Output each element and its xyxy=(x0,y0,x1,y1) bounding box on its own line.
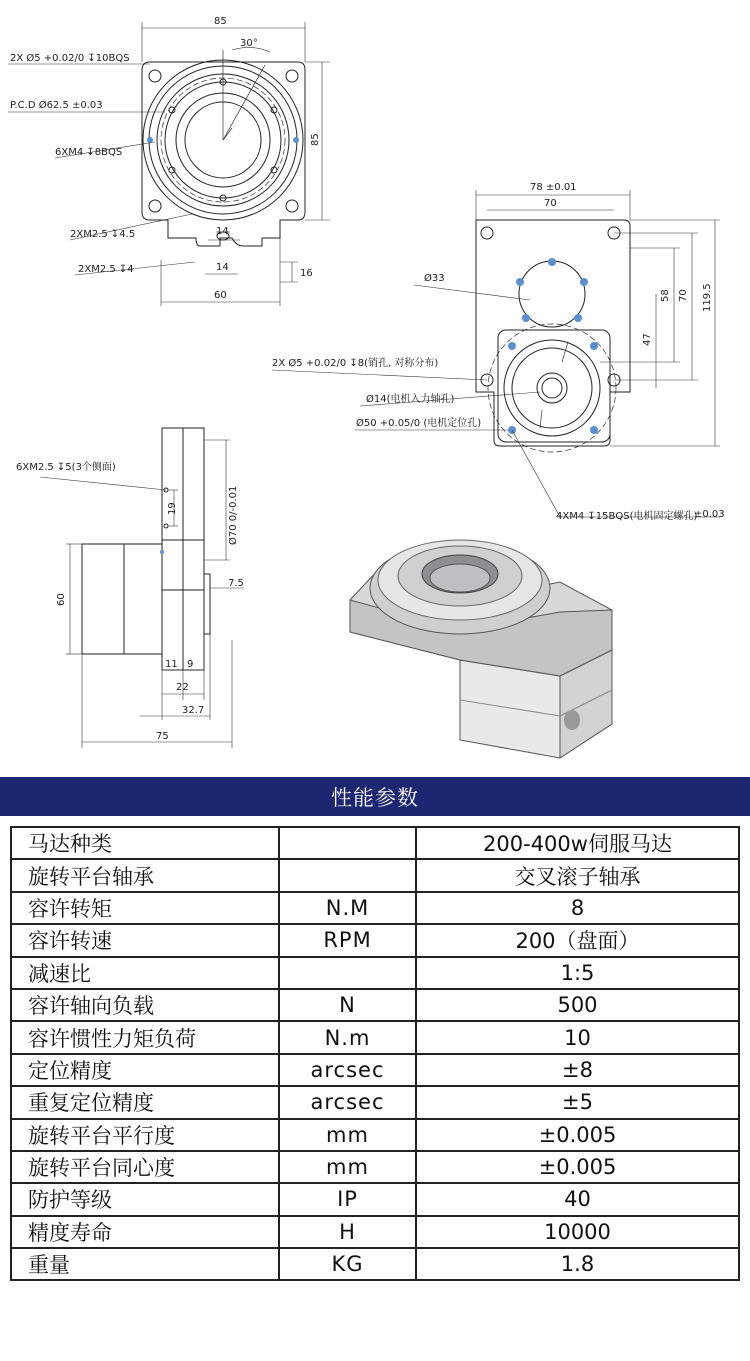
spec-banner xyxy=(0,777,750,816)
value-cell: 1.8 xyxy=(416,1248,739,1280)
value-cell: ±0.005 xyxy=(416,1119,739,1151)
unit-cell: KG xyxy=(279,1248,416,1280)
unit-cell: N.m xyxy=(279,1021,416,1053)
param-cell: 精度寿命 xyxy=(11,1216,279,1248)
callout-locating-hole: Ø50 +0.05/0 (电机定位孔) xyxy=(356,418,482,429)
callout-2xm25-45: 2XM2.5 ↧4.5 xyxy=(70,229,136,240)
table-row xyxy=(11,989,739,1021)
value-cell: 10 xyxy=(416,1021,739,1053)
value-cell: 500 xyxy=(416,989,739,1021)
unit-cell xyxy=(279,859,416,891)
param-cell: 容许惯性力矩负荷 xyxy=(11,1021,279,1053)
table-row xyxy=(11,892,739,924)
table-row xyxy=(11,827,739,859)
param-cell: 旋转平台平行度 xyxy=(11,1119,279,1151)
dim-angle-30: 30° xyxy=(240,38,258,49)
value-cell: 40 xyxy=(416,1183,739,1215)
unit-cell: IP xyxy=(279,1183,416,1215)
dim-119-5: 119.5 xyxy=(702,283,713,312)
param-cell: 防护等级 xyxy=(11,1183,279,1215)
param-cell: 马达种类 xyxy=(11,827,279,859)
table-row xyxy=(11,1054,739,1086)
callout-2x-phi5: 2X Ø5 +0.02/0 ↧10BQS xyxy=(10,53,130,64)
value-cell: 1:5 xyxy=(416,957,739,989)
dim-75: 75 xyxy=(156,731,169,742)
param-cell: 容许转矩 xyxy=(11,892,279,924)
top-view xyxy=(8,16,330,306)
callout-6xm25: 6XM2.5 ↧5(3个侧面) xyxy=(16,462,116,473)
dim-78: 78 ±0.01 xyxy=(530,182,577,193)
param-cell: 减速比 xyxy=(11,957,279,989)
callout-input-shaft: Ø14(电机入力轴孔) xyxy=(366,394,455,405)
dim-70-v: 70 xyxy=(678,289,689,302)
unit-cell xyxy=(279,827,416,859)
table-row xyxy=(11,1183,739,1215)
dim-85-width: 85 xyxy=(214,16,227,27)
dim-22: 22 xyxy=(176,682,189,693)
value-cell: ±0.005 xyxy=(416,1151,739,1183)
value-cell: ±5 xyxy=(416,1086,739,1118)
spec-table xyxy=(10,826,740,1281)
dim-47: 47 xyxy=(642,333,653,346)
callout-pcd: P.C.D Ø62.5 ±0.03 xyxy=(10,100,103,111)
motor-flange-view xyxy=(272,182,725,522)
table-row xyxy=(11,924,739,956)
dim-58: 58 xyxy=(660,289,671,302)
unit-cell: arcsec xyxy=(279,1086,416,1118)
unit-cell: arcsec xyxy=(279,1054,416,1086)
param-cell: 旋转平台同心度 xyxy=(11,1151,279,1183)
value-cell: 200-400w伺服马达 xyxy=(416,827,739,859)
unit-cell: H xyxy=(279,1216,416,1248)
dim-60-side: 60 xyxy=(56,593,67,606)
callout-2xm25-4: 2XM2.5 ↧4 xyxy=(78,264,134,275)
table-row xyxy=(11,1151,739,1183)
unit-cell: mm xyxy=(279,1119,416,1151)
dim-32-7: 32.7 xyxy=(182,705,205,716)
dim-16: 16 xyxy=(300,268,313,279)
unit-cell: RPM xyxy=(279,924,416,956)
dim-phi33: Ø33 xyxy=(424,273,445,284)
callout-overlap: ±0.03 xyxy=(694,509,725,520)
dim-11: 11 xyxy=(165,659,178,670)
callout-pin-holes: 2X Ø5 +0.02/0 ↧8(销孔, 对称分布) xyxy=(272,358,439,369)
param-cell: 容许轴向负载 xyxy=(11,989,279,1021)
dim-70-h: 70 xyxy=(544,198,557,209)
dim-14-b: 14 xyxy=(216,262,229,273)
isometric-render xyxy=(350,540,612,758)
banner-title: 性能参数 xyxy=(331,785,419,810)
param-cell: 容许转速 xyxy=(11,924,279,956)
table-row xyxy=(11,1119,739,1151)
value-cell: 8 xyxy=(416,892,739,924)
dim-9: 9 xyxy=(187,659,194,670)
value-cell: 10000 xyxy=(416,1216,739,1248)
dim-60-bottom: 60 xyxy=(214,290,227,301)
table-row xyxy=(11,957,739,989)
param-cell: 重量 xyxy=(11,1248,279,1280)
dim-19: 19 xyxy=(167,502,178,515)
param-cell: 定位精度 xyxy=(11,1054,279,1086)
unit-cell: N.M xyxy=(279,892,416,924)
table-row xyxy=(11,1216,739,1248)
side-view xyxy=(16,428,244,748)
dim-7-5: 7.5 xyxy=(228,578,244,589)
value-cell: 200（盘面） xyxy=(416,924,739,956)
callout-6xm4: 6XM4 ↧8BQS xyxy=(55,147,123,158)
param-cell: 重复定位精度 xyxy=(11,1086,279,1118)
dim-85-height: 85 xyxy=(310,133,321,146)
dim-phi70: Ø70 0/-0.01 xyxy=(228,485,239,545)
unit-cell xyxy=(279,957,416,989)
value-cell: ±8 xyxy=(416,1054,739,1086)
table-row xyxy=(11,859,739,891)
value-cell: 交叉滚子轴承 xyxy=(416,859,739,891)
param-cell: 旋转平台轴承 xyxy=(11,859,279,891)
dim-14-a: 14 xyxy=(216,226,229,237)
unit-cell: N xyxy=(279,989,416,1021)
unit-cell: mm xyxy=(279,1151,416,1183)
table-row xyxy=(11,1021,739,1053)
table-row xyxy=(11,1086,739,1118)
callout-motor-screws: 4XM4 ↧15BQS(电机固定螺孔) xyxy=(556,511,698,522)
table-row xyxy=(11,1248,739,1280)
